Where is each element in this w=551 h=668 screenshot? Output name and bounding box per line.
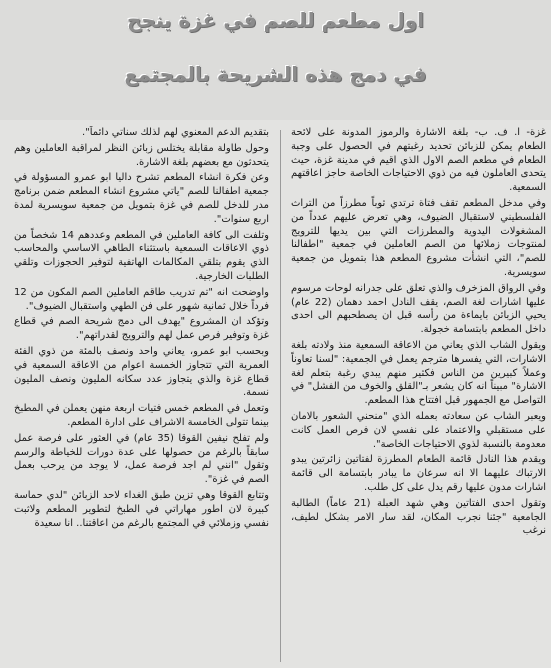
paragraph: وتقول احدى الفتاتين وهي شهد العبلة (21 عاماً) الطالبة الجامعية "جئنا نجرب المكان، لقد سار الامر بشكل لطيف، نرغب <box>291 497 546 537</box>
paragraph: ويعبر الشاب عن سعادته بعمله الذي "منحني الشعور بالامان على مستقبلي والاعتماد على نفسي لان فرص العمل كانت معدومة بالنسبة لذوي الاحتياجات الخاصة". <box>291 410 546 450</box>
article-column-right <box>291 126 546 666</box>
paragraph: وفي الرواق المزخرف والذي تعلق على جدرانه لوحات مرسوم عليها اشارات لغة الصم، يقف النادل احمد دهمان (22 عام) يحيي الزبائن بايماءة من رأسه قبل ان يصطحبهم الى احدى داخل المطعم بابتسامة خجولة. <box>291 282 546 336</box>
paragraph: وفي مدخل المطعم تقف فتاة ترتدي ثوباً مطرزاً من التراث الفلسطيني لاستقبال الضيوف، وهي تعرض عليهم عدداً من المشغولات اليدوية والمطرزات التي بين يديها للترويج لمنتوجات زملائها من الصم العاملين في جمعية "اطفالنا للصم"، التي انشأت مشروع المطعم هذا بتمويل من جمعية سويسرية. <box>291 197 546 278</box>
column-divider <box>280 130 281 662</box>
paragraph: بتقديم الدعم المعنوي لهم لذلك سناتي دائماً". <box>81 127 269 138</box>
paragraph: وعن فكرة انشاء المطعم تشرح داليا ابو عمرو المسؤولة في جمعية اطفالنا للصم "ياتي مشروع انشاء المطعم ضمن برنامج مدر للدخل للصم في غزة بتمويل من جمعية سويسرية لمدة اربع سنوات". <box>14 172 269 225</box>
article-column-left <box>14 126 269 666</box>
paragraph: ويقول الشاب الذي يعاني من الاعاقة السمعية منذ ولادته بلغة الاشارات، التي يفسرها مترجم يعمل في الجمعية: "لسنا تعاوناً وعملاً كبيرين من الناس فكثير منهم يبدي رغبة بتعلم لغة الاشارة" مبيناً انه كان يشعر بـ"القلق والخوف من الفشل" في التواصل مع الجمهور قبل افتتاح هذا المطعم. <box>291 339 546 407</box>
paragraph: وبحسب ابو عمرو، يعاني واحد ونصف بالمئة من ذوي الفئة العمرية التي تتجاوز الخمسة اعوام من الاعاقة السمعية في قطاع غزة والذي يتجاوز عدد سكانه المليون ونصف المليون نسمة. <box>14 345 269 399</box>
paragraph: وتلفت الى كافة العاملين في المطعم وعددهم 14 شخصاً من ذوي الاعاقات السمعية باستثناء الطاهي الاساسي والمحاسب الذي يقوم بتلقي المكالمات الهاتفية لتوفير الحجوزات وتلقي الطلبات الخارجية. <box>14 229 269 282</box>
paragraph: وحول طاولة مقابلة يختلس زبائن النظر لمراقبة العاملين وهم يتحدثون مع بعضهم بلغة الاشارة. <box>14 142 269 168</box>
paragraph: واوضحت انه "تم تدريب طاقم العاملين الصم المكون من 12 فرداً خلال ثمانية شهور على فن الطهي واستقبال الضيوف". <box>14 286 269 312</box>
paragraph: ويقدم هذا النادل قائمة الطعام المطرزة لفتاتين زائرتين يبدو الارتباك عليهما الا انه سرعان ما يبادر بابتسامة الى قائمة اشارات مدون عليها رقم يدل على كل طلب. <box>291 454 546 493</box>
paragraph: وتعمل في المطعم خمس فتيات اربعة منهن يعملن في المطبخ بينما تتولى الخامسة الاشراف على ادارة المطعم. <box>14 403 269 428</box>
headline-line-1: اول مطعم للصم في غزة ينجح <box>126 8 425 32</box>
paragraph: وتؤكد ان المشروع "يهدف الى دمج شريحة الصم في قطاع غزة وتوفير فرص عمل لهم والترويج لقدراتهم". <box>14 316 269 342</box>
headline-line-2: في دمج هذه الشريحة بالمجتمع <box>124 62 427 86</box>
headline-banner <box>0 0 551 120</box>
paragraph: وتتابع القوقا وهي تزين طبق الغداء لاحد الزبائن "لدي حماسة كبيرة لان اطور مهاراتي في الطبخ لتطوير المطعم ولاثبت نفسي وزملائي في المجتمع بالرغم من اعاقتنا.. انا سعيدة <box>14 489 269 529</box>
paragraph: غزة- ا. ف. ب- بلغة الاشارة والرموز المدونة على لائحة الطعام يمكن للزبائن تحديد رغبتهم في الحصول على وجبة الطعام في مطعم الصم الاول الذي اقيم في مدينة غزة، حيث يتحدى العاملون فيه من ذوي الاحتياجات الخاصة حاجز اعاقتهم السمعية. <box>291 127 546 194</box>
paragraph: ولم تفلح نيفين القوقا (35 عام) في العثور على فرصة عمل سابقاً بالرغم من حصولها على عدة دورات للخياطة والرسم وتقول "انني لم اجد فرصة عمل، لا يوجد من يرحب بعمل الصم في غزة". <box>14 432 269 486</box>
